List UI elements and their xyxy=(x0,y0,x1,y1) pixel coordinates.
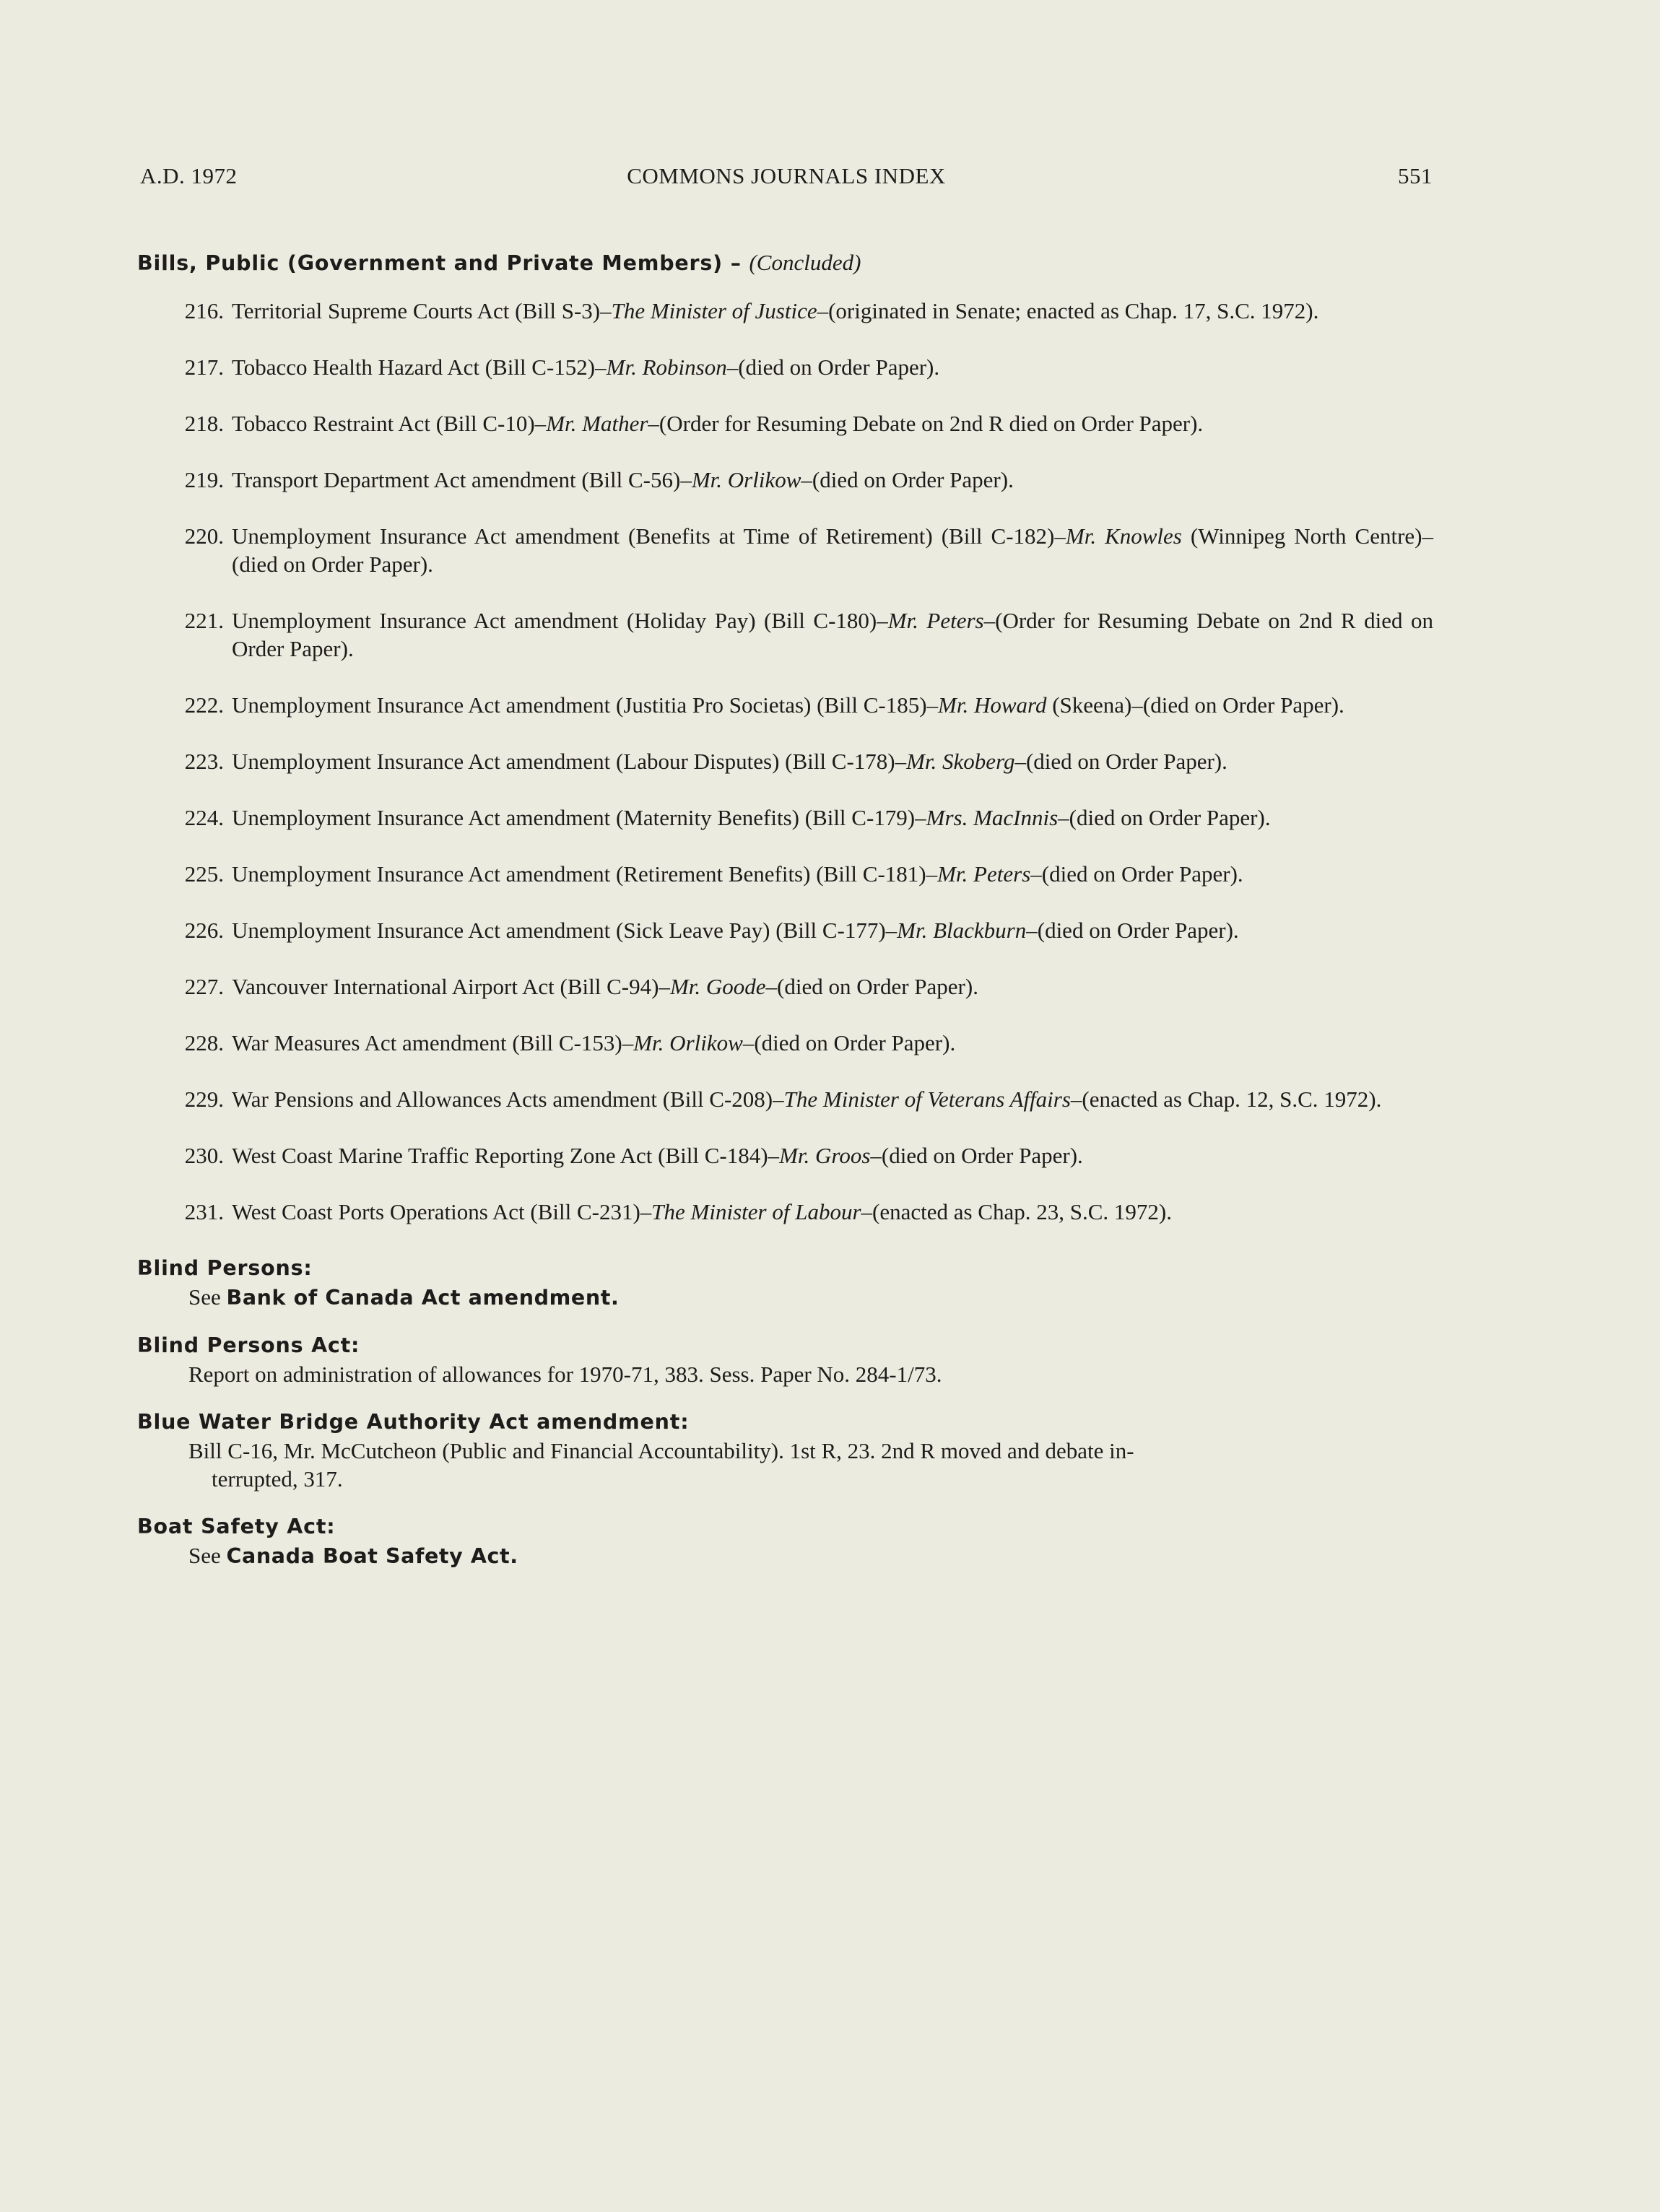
entry-number: 227. xyxy=(184,974,224,999)
bill-title: Unemployment Insurance Act amendment (Justitia Pro Societas) (Bill C-185)– xyxy=(232,692,939,718)
entry-blind-persons-act xyxy=(137,1331,1433,1388)
entry-text xyxy=(232,804,1433,832)
bill-status: –(Order for Resuming Debate on 2nd R died on Order Paper). xyxy=(232,608,1433,661)
entry-number: 217. xyxy=(184,354,224,380)
bill-status: –(died on Order Paper). xyxy=(1014,749,1227,774)
bill-title: Unemployment Insurance Act amendment (Holiday Pay) (Bill C-180)– xyxy=(232,608,888,633)
bill-status: –(died on Order Paper). xyxy=(1026,918,1239,943)
entry-text xyxy=(232,916,1433,944)
entry-text-continuation: terrupted, 317. xyxy=(212,1466,343,1492)
entry-number: 230. xyxy=(184,1143,224,1168)
bill-entry xyxy=(137,916,1433,944)
entry-text xyxy=(232,1029,1433,1057)
cross-reference xyxy=(137,1541,1433,1570)
bill-entries xyxy=(137,297,1433,1226)
bill-entry xyxy=(137,409,1433,437)
bill-entry xyxy=(137,353,1433,381)
sponsor-name: Mrs. MacInnis xyxy=(926,805,1059,830)
entry-text xyxy=(232,972,1433,1001)
heading-blind-persons-act: Blind Persons Act: xyxy=(137,1333,360,1357)
entry-text xyxy=(137,1437,1433,1493)
entry-text xyxy=(232,466,1433,494)
bill-title: Vancouver International Airport Act (Bill C-94)– xyxy=(232,974,670,999)
sponsor-name: The Minister of Justice xyxy=(611,298,817,323)
bill-status: –(died on Order Paper). xyxy=(1030,861,1243,887)
sponsor-name: The Minister of Veterans Affairs xyxy=(783,1087,1071,1112)
entry-text xyxy=(232,409,1433,437)
heading-boat-safety: Boat Safety Act: xyxy=(137,1515,336,1538)
entry-text xyxy=(232,522,1433,578)
see-label: See xyxy=(188,1284,227,1310)
entry-text-line: Bill C-16, Mr. McCutcheon (Public and Financial Accountability). 1st R, 23. 2nd R moved and debate in- xyxy=(188,1438,1134,1463)
entry-text: Report on administration of allowances for 1970-71, 383. Sess. Paper No. 284-1/73. xyxy=(188,1362,942,1387)
sponsor-name: Mr. Skoberg xyxy=(906,749,1015,774)
bill-entry xyxy=(137,972,1433,1001)
heading-blind-persons: Blind Persons: xyxy=(137,1256,313,1280)
sponsor-name: Mr. Blackburn xyxy=(897,918,1027,943)
bill-entry xyxy=(137,1198,1433,1226)
bill-status: –(died on Order Paper). xyxy=(1058,805,1271,830)
section-heading xyxy=(137,248,1433,278)
entry-text xyxy=(232,860,1433,888)
bill-entry xyxy=(137,747,1433,775)
bill-entry xyxy=(137,1029,1433,1057)
bill-status: –(enacted as Chap. 12, S.C. 1972). xyxy=(1070,1087,1382,1112)
bill-entry xyxy=(137,860,1433,888)
sponsor-name: Mr. Orlikow xyxy=(691,467,801,492)
entry-text xyxy=(232,1085,1433,1113)
bill-status: (Winnipeg North Centre)–(died on Order Paper). xyxy=(232,523,1433,577)
bill-entry xyxy=(137,691,1433,719)
sponsor-name: The Minister of Labour xyxy=(651,1199,861,1224)
bill-title: West Coast Ports Operations Act (Bill C-231)– xyxy=(232,1199,652,1224)
sponsor-name: Mr. Peters xyxy=(887,608,984,633)
bill-title: War Measures Act amendment (Bill C-153)– xyxy=(232,1030,634,1055)
heading-blue-water-bridge: Blue Water Bridge Authority Act amendment: xyxy=(137,1410,690,1434)
sponsor-name: Mr. Mather xyxy=(546,411,648,436)
entry-text xyxy=(232,747,1433,775)
header-year: A.D. 1972 xyxy=(140,163,238,188)
entry-text xyxy=(232,1198,1433,1226)
entry-number: 225. xyxy=(184,861,224,887)
cross-reference xyxy=(137,1283,1433,1312)
entry-blue-water-bridge xyxy=(137,1408,1433,1493)
entry-number: 219. xyxy=(184,467,224,492)
entry-text xyxy=(232,1141,1433,1170)
see-target: Canada Boat Safety Act. xyxy=(226,1544,518,1568)
bill-status: –(died on Order Paper). xyxy=(801,467,1014,492)
sponsor-name: Mr. Orlikow xyxy=(633,1030,743,1055)
bill-status: –(died on Order Paper). xyxy=(726,354,940,380)
bill-entry xyxy=(137,606,1433,663)
entry-blind-persons xyxy=(137,1254,1433,1312)
index-content xyxy=(137,248,1433,1590)
entry-number: 222. xyxy=(184,692,224,718)
see-target: Bank of Canada Act amendment. xyxy=(226,1286,620,1310)
bill-entry xyxy=(137,522,1433,578)
entry-number: 231. xyxy=(184,1199,224,1224)
entry-text xyxy=(232,353,1433,381)
bill-status: –(originated in Senate; enacted as Chap. 17, S.C. 1972). xyxy=(817,298,1319,323)
see-label: See xyxy=(188,1543,227,1568)
bill-title: Tobacco Restraint Act (Bill C-10)– xyxy=(232,411,547,436)
bill-entry xyxy=(137,297,1433,325)
bill-status: –(enacted as Chap. 23, S.C. 1972). xyxy=(861,1199,1172,1224)
bill-status: –(died on Order Paper). xyxy=(870,1143,1083,1168)
entry-number: 216. xyxy=(184,298,224,323)
bill-title: Unemployment Insurance Act amendment (Benefits at Time of Retirement) (Bill C-182)– xyxy=(232,523,1066,549)
bill-title: Transport Department Act amendment (Bill C-56)– xyxy=(232,467,692,492)
bill-title: War Pensions and Allowances Acts amendment (Bill C-208)– xyxy=(232,1087,784,1112)
entry-number: 228. xyxy=(184,1030,224,1055)
section-note: (Concluded) xyxy=(749,250,861,275)
bill-entry xyxy=(137,804,1433,832)
entry-number: 218. xyxy=(184,411,224,436)
bill-entry xyxy=(137,1141,1433,1170)
bill-entry xyxy=(137,466,1433,494)
section-title: Bills, Public (Government and Private Members) – xyxy=(137,251,749,275)
bill-title: Unemployment Insurance Act amendment (Maternity Benefits) (Bill C-179)– xyxy=(232,805,926,830)
bill-status: –(died on Order Paper). xyxy=(742,1030,956,1055)
entry-number: 221. xyxy=(184,608,224,633)
entry-number: 226. xyxy=(184,918,224,943)
sponsor-name: Mr. Howard xyxy=(938,692,1047,718)
bill-title: Unemployment Insurance Act amendment (Retirement Benefits) (Bill C-181)– xyxy=(232,861,938,887)
entry-number: 224. xyxy=(184,805,224,830)
running-head xyxy=(140,163,1433,198)
bill-title: Unemployment Insurance Act amendment (Labour Disputes) (Bill C-178)– xyxy=(232,749,907,774)
sponsor-name: Mr. Groos xyxy=(779,1143,871,1168)
bill-status: –(died on Order Paper). xyxy=(765,974,978,999)
entry-number: 220. xyxy=(184,523,224,549)
entry-boat-safety xyxy=(137,1512,1433,1570)
bill-status: (Skeena)–(died on Order Paper). xyxy=(1046,692,1344,718)
bill-title: Unemployment Insurance Act amendment (Sick Leave Pay) (Bill C-177)– xyxy=(232,918,898,943)
bill-title: Tobacco Health Hazard Act (Bill C-152)– xyxy=(232,354,607,380)
sponsor-name: Mr. Peters xyxy=(937,861,1031,887)
bill-entry xyxy=(137,1085,1433,1113)
entry-text xyxy=(232,606,1433,663)
entry-number: 223. xyxy=(184,749,224,774)
entry-number: 229. xyxy=(184,1087,224,1112)
bill-status: –(Order for Resuming Debate on 2nd R died on Order Paper). xyxy=(648,411,1204,436)
sponsor-name: Mr. Knowles xyxy=(1065,523,1182,549)
sponsor-name: Mr. Goode xyxy=(669,974,766,999)
page-number: 551 xyxy=(1398,163,1433,188)
header-title: COMMONS JOURNALS INDEX xyxy=(627,163,946,188)
entry-text xyxy=(232,297,1433,325)
sponsor-name: Mr. Robinson xyxy=(606,354,727,380)
entry-text xyxy=(232,691,1433,719)
bill-title: West Coast Marine Traffic Reporting Zone Act (Bill C-184)– xyxy=(232,1143,780,1168)
bill-title: Territorial Supreme Courts Act (Bill S-3)– xyxy=(232,298,612,323)
